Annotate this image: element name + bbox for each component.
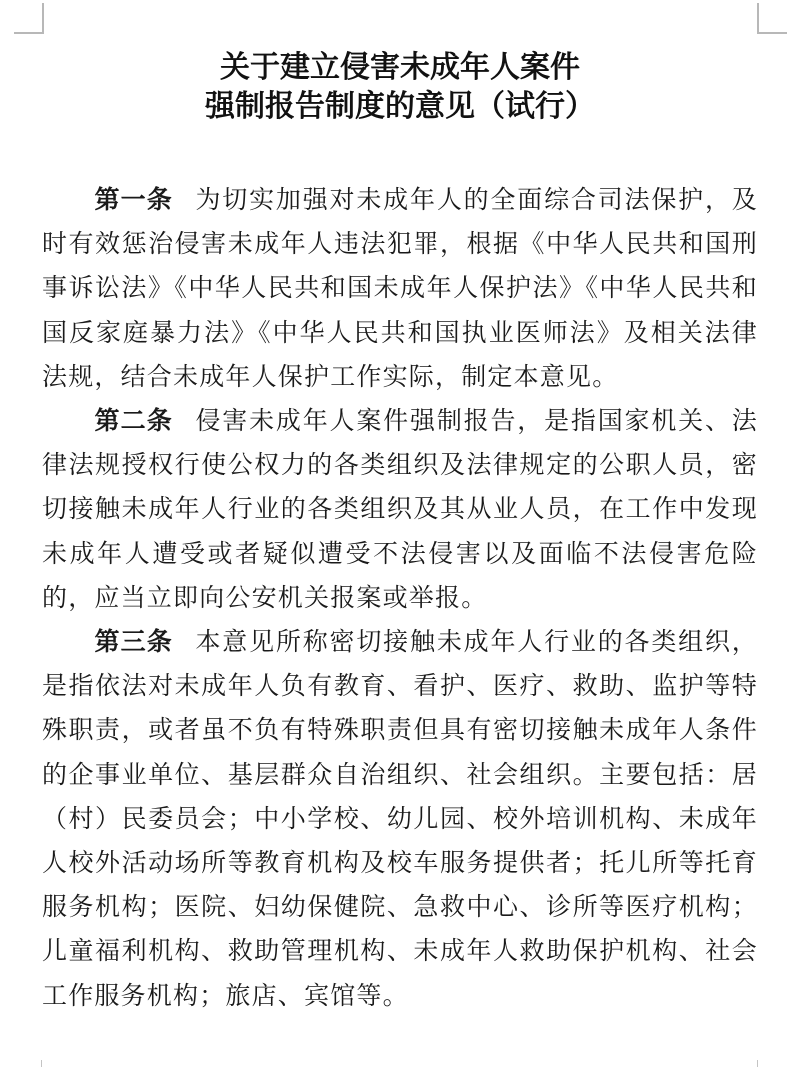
article-2-text: 侵害未成年人案件强制报告，是指国家机关、法律法规授权行使公权力的各类组织及法律规定的公职人员，密切接触未成年人行业的各类组织及其从业人员，在工作中发现未成年人遭受或者疑似遭受不法侵害以及面临不法侵害危险的，应当立即向公安机关报案或举报。 <box>42 406 758 612</box>
article-3-heading: 第三条 <box>94 627 173 657</box>
document-title-line-1: 关于建立侵害未成年人案件 <box>220 50 580 85</box>
article-1-heading: 第一条 <box>94 185 173 214</box>
article-2-heading: 第二条 <box>94 406 173 436</box>
article-3-text: 本意见所称密切接触未成年人行业的各类组织，是指依法对未成年人负有教育、看护、医疗、救助、监护等特殊职责，或者虽不负有特殊职责但具有密切接触未成年人条件的企事业单位、基层群众自治组织、社会组织。主要包括：居（村）民委员会；中小学校、幼儿园、校外培训机构、未成年人校外活动场所等教育机构及校车服务提供者；托儿所等托育服务机构；医院、妇幼保健院、急救中心、诊所等医疗机构；儿童福利机构、救助管理机构、未成年人救助保护机构、社会工作服务机构；旅店、宾馆等。 <box>42 627 758 1010</box>
article-2 <box>42 399 758 620</box>
page-margin-mark-top-right <box>757 3 787 34</box>
document-title <box>0 48 800 126</box>
article-1-text: 为切实加强对未成年人的全面综合司法保护，及时有效惩治侵害未成年人违法犯罪，根据《中华人民共和国刑事诉讼法》《中华人民共和国未成年人保护法》《中华人民共和国反家庭暴力法》《中华人民共和国执业医师法》及相关法律法规，结合未成年人保护工作实际，制定本意见。 <box>42 185 758 391</box>
article-3 <box>42 620 758 1018</box>
page-margin-mark-bottom-right <box>757 1060 758 1067</box>
document-title-line-2: 强制报告制度的意见（试行） <box>205 89 595 124</box>
document-body <box>42 178 758 1018</box>
page-margin-mark-top-left <box>14 3 44 34</box>
article-1 <box>42 178 758 399</box>
page-margin-mark-bottom-left <box>41 1060 42 1067</box>
